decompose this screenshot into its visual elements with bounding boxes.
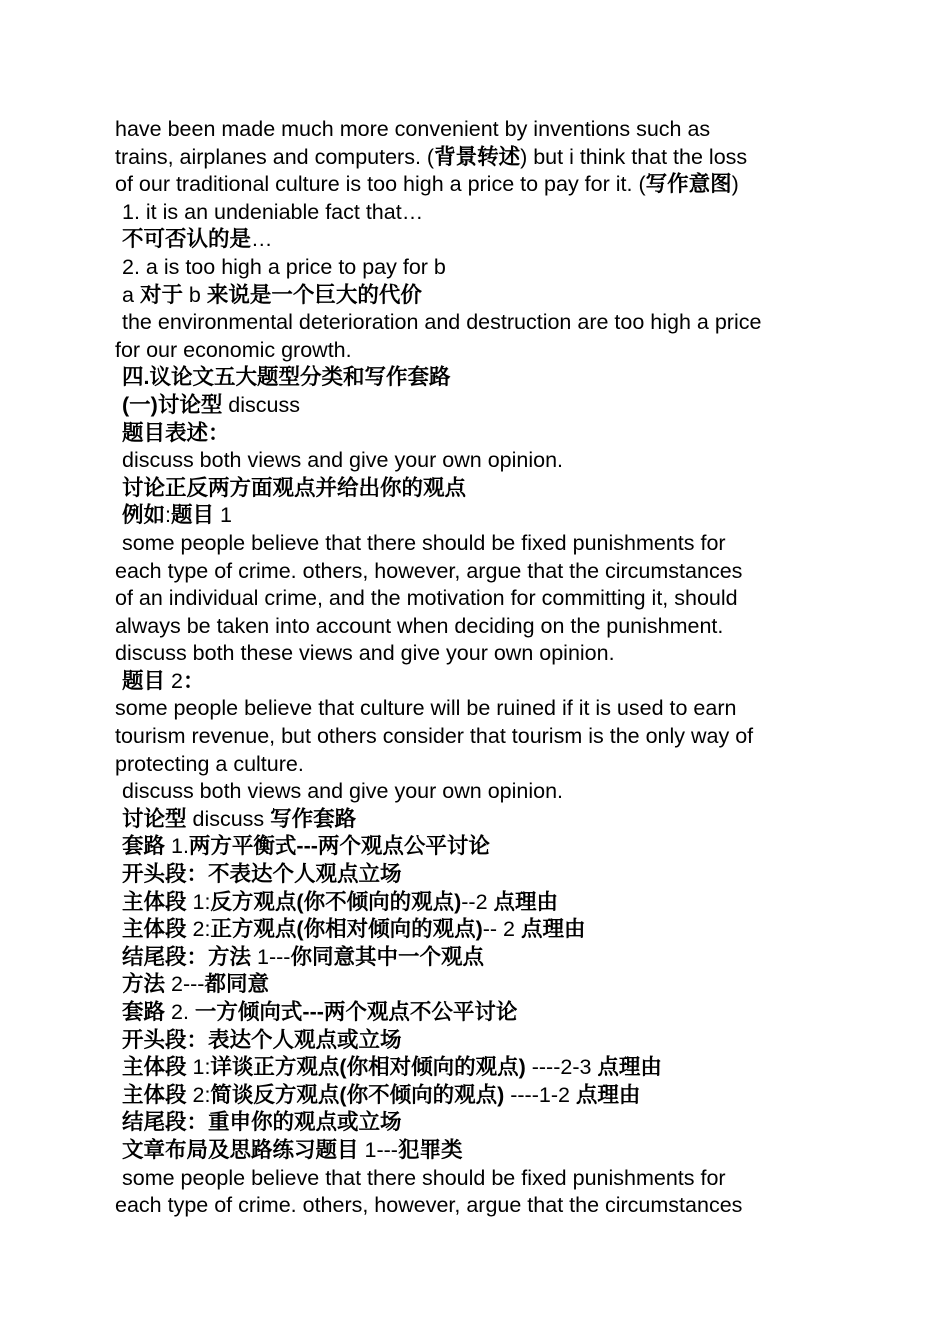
text-run: trains, airplanes and computers. (	[115, 144, 435, 169]
text-line	[115, 1027, 840, 1055]
text-run: 1---	[358, 1137, 398, 1162]
document-page	[115, 116, 840, 1220]
text-line	[115, 1054, 840, 1082]
bold-run: 例如	[122, 503, 166, 528]
bold-run: 反方观点(你不倾向的观点)	[210, 889, 462, 914]
text-line	[115, 530, 840, 558]
text-run: 2---	[165, 972, 205, 997]
bold-run: 主体段	[122, 889, 187, 914]
text-run: some people believe that there should be fixed punishments for	[122, 530, 726, 555]
text-line	[115, 585, 840, 613]
text-line	[115, 475, 840, 503]
text-line	[115, 116, 840, 144]
bold-run: 讨论型	[122, 806, 187, 831]
text-line	[115, 1082, 840, 1110]
text-line	[115, 447, 840, 475]
text-line	[115, 640, 840, 668]
text-run: ----2-3	[525, 1055, 598, 1080]
bold-run: 写作意图	[645, 172, 732, 197]
text-run: -- 2	[482, 917, 521, 942]
text-line	[115, 778, 840, 806]
text-line	[115, 971, 840, 999]
text-run: 2. a is too high a price to pay for b	[122, 254, 446, 279]
bold-run: 对于	[139, 282, 183, 307]
bold-run: 犯罪类	[397, 1137, 463, 1162]
text-line	[115, 861, 840, 889]
text-line	[115, 171, 840, 199]
bold-run: 你同意其中一个观点	[290, 944, 484, 969]
text-run: discuss both views and give your own opinion.	[122, 448, 564, 473]
bold-run: 简谈反方观点(你不倾向的观点)	[210, 1082, 505, 1107]
text-run: 2.	[165, 1000, 195, 1024]
text-line	[115, 723, 840, 751]
text-run: 1.	[165, 834, 189, 859]
text-line	[115, 226, 840, 254]
text-run: ) but i think that the loss	[520, 144, 748, 169]
bold-run: 开头段：不表达个人观点立场	[122, 862, 402, 887]
text-run: )	[731, 172, 739, 197]
text-run: …	[251, 227, 273, 252]
text-run: for our economic growth.	[115, 337, 352, 362]
text-run: each type of crime. others, however, argue that the circumstances	[115, 1193, 743, 1218]
text-line	[115, 420, 840, 448]
bold-run: 两方平衡式---两个观点公平讨论	[188, 834, 490, 859]
text-run: 2:	[186, 917, 211, 942]
bold-run: 点理由	[597, 1055, 662, 1080]
text-line	[115, 833, 840, 861]
bold-run: 来说是一个巨大的代价	[206, 282, 422, 307]
text-run: :	[165, 503, 171, 528]
text-line	[115, 337, 840, 365]
bold-run: 点理由	[575, 1082, 641, 1107]
text-run: tourism revenue, but others consider that tourism is the only way of	[115, 724, 754, 749]
bold-run: 主体段	[122, 1082, 187, 1107]
text-line	[115, 999, 840, 1027]
text-run: b	[182, 282, 207, 307]
bold-run: (一)讨论型	[122, 392, 223, 417]
text-run: 1---	[251, 944, 291, 969]
bold-run: 详谈正方观点(你相对倾向的观点)	[210, 1055, 526, 1080]
bold-run: 点理由	[493, 889, 559, 914]
text-line	[115, 144, 840, 172]
text-line	[115, 1165, 840, 1193]
bold-run: 一方倾向式---两个观点不公平讨论	[194, 1000, 518, 1024]
text-run: of an individual crime, and the motivation for committing it, should	[115, 586, 738, 611]
bold-run: 方法	[122, 972, 166, 997]
text-line	[115, 1137, 840, 1165]
text-line	[115, 944, 840, 972]
text-run: discuss	[222, 392, 300, 417]
bold-run: 题目	[171, 503, 215, 528]
text-run: discuss both views and give your own opinion.	[122, 779, 564, 804]
bold-run: 背景转述	[434, 144, 521, 169]
text-run: always be taken into account when deciding on the punishment.	[115, 613, 724, 638]
subsection-heading	[115, 392, 840, 420]
text-run: have been made much more convenient by inventions such as	[115, 117, 711, 141]
text-line	[115, 613, 840, 641]
text-run: each type of crime. others, however, argue that the circumstances	[115, 558, 743, 583]
bold-run: 四.议论文五大题型分类和写作套路	[122, 365, 451, 390]
bold-run: 套路	[122, 834, 166, 859]
text-line	[115, 282, 840, 310]
text-run: 1. it is an undeniable fact that…	[122, 199, 424, 224]
text-run: of our traditional culture is too high a price to pay for it. (	[115, 172, 646, 197]
bold-run: 结尾段：重申你的观点或立场	[122, 1110, 402, 1135]
bold-run: 开头段：表达个人观点或立场	[122, 1027, 402, 1052]
text-run: protecting a culture.	[115, 751, 304, 776]
text-line	[115, 558, 840, 586]
text-run: ----1-2	[504, 1082, 576, 1107]
text-line	[115, 889, 840, 917]
text-line	[115, 1109, 840, 1137]
text-run: discuss	[186, 806, 271, 831]
text-run: 1:	[186, 889, 211, 914]
bold-run: 讨论正反两方面观点并给出你的观点	[122, 475, 467, 500]
text-run: a	[122, 282, 140, 307]
text-line	[115, 1192, 840, 1220]
text-run: 1:	[186, 1055, 211, 1080]
bold-run: 结尾段：方法	[122, 944, 252, 969]
text-run: --2	[461, 889, 494, 914]
text-run: some people believe that culture will be ruined if it is used to earn	[115, 696, 737, 721]
section-heading	[115, 364, 840, 392]
text-line	[115, 916, 840, 944]
text-line	[115, 695, 840, 723]
text-run: 1	[214, 503, 232, 528]
bold-run: 点理由	[520, 917, 586, 942]
bold-run: 题目	[122, 668, 166, 693]
text-line	[115, 199, 840, 227]
text-line	[115, 668, 840, 696]
bold-run: 套路	[122, 1000, 166, 1024]
text-line	[115, 806, 840, 834]
text-run: the environmental deterioration and destruction are too high a price	[122, 310, 762, 335]
text-run: discuss both these views and give your own opinion.	[115, 641, 615, 666]
bold-run: 写作套路	[270, 806, 357, 831]
bold-run: 题目表述：	[122, 420, 230, 445]
text-line	[115, 751, 840, 779]
text-run: 2:	[186, 1082, 211, 1107]
text-line	[115, 309, 840, 337]
bold-run: 主体段	[122, 917, 187, 942]
bold-run: 不可否认的是	[122, 227, 252, 252]
text-run: some people believe that there should be fixed punishments for	[122, 1165, 726, 1190]
bold-run: ：	[182, 668, 205, 693]
text-line	[115, 502, 840, 530]
bold-run: 都同意	[204, 972, 269, 997]
text-run: 2	[165, 668, 183, 693]
text-line	[115, 254, 840, 282]
bold-run: 主体段	[122, 1055, 187, 1080]
bold-run: 正方观点(你相对倾向的观点)	[210, 917, 483, 942]
bold-run: 文章布局及思路练习题目	[122, 1137, 359, 1162]
